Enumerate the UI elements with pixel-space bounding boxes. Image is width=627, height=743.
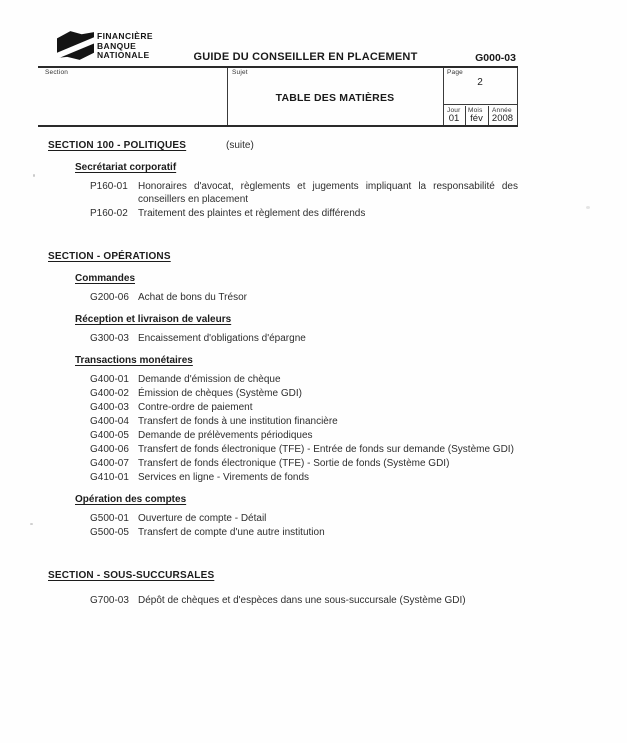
section-suffix: (suite) [226,140,254,151]
toc-item-text: Achat de bons du Trésor [138,292,247,303]
toc-item [90,415,518,428]
toc-item-text: Transfert de fonds électronique (TFE) - Sortie de fonds (Système GDI) [138,458,450,469]
toc-item [90,180,518,206]
toc-item-text: Contre-ordre de paiement [138,402,253,413]
toc-item [90,443,518,456]
toc-item-code: G410-01 [90,472,129,483]
brand-line-3: NATIONALE [97,50,150,60]
document-code: G000-03 [475,52,516,64]
page-cell-label: Page [447,69,463,76]
toc-item-text: Honoraires d'avocat, règlements et jugements impliquant la responsabilité des conseillers en placement [138,181,518,205]
toc-item-text: Transfert de fonds à une institution financière [138,416,338,427]
mois-label: Mois [468,107,483,114]
toc-item-text: Demande d'émission de chèque [138,374,281,385]
page-number: 2 [477,77,483,88]
scan-speck [586,206,590,209]
toc-item-code: G300-03 [90,333,129,344]
toc-section [40,250,518,539]
toc-item [90,594,518,607]
toc-item-code: G500-05 [90,527,129,538]
toc-section [40,569,518,607]
brand-name [97,32,153,61]
section-cell-label: Section [45,69,69,76]
toc-item-code: G400-03 [90,402,129,413]
toc-item-text: Transfert de fonds électronique (TFE) - Entrée de fonds sur demande (Système GDI) [138,444,514,455]
toc-item [90,471,518,484]
section-heading: SECTION - SOUS-SUCCURSALES [48,570,215,581]
section-heading-row [48,569,518,582]
group-subhead: Opération des comptes [75,494,187,505]
toc-item [90,207,518,220]
toc-item [90,291,518,304]
group-subhead: Réception et livraison de valeurs [75,314,232,325]
group-items [40,512,518,539]
guide-title: GUIDE DU CONSEILLER EN PLACEMENT [193,51,418,63]
toc-item [90,526,518,539]
jour-label: Jour [447,107,461,114]
group-items [40,291,518,304]
annee-label: Année [492,107,512,114]
subject-title: TABLE DES MATIÈRES [275,92,395,104]
toc-item-text: Encaissement d'obligations d'épargne [138,333,306,344]
section-heading-row [48,139,518,152]
group-subhead: Transactions monétaires [75,355,193,366]
toc-item-code: G700-03 [90,595,129,606]
toc-item [90,387,518,400]
header-right-border [517,68,518,125]
toc-item-code: G400-01 [90,374,129,385]
scan-speck [30,523,33,525]
header-rule-top [38,66,518,68]
bank-flag-logo-icon [57,29,94,60]
scan-speck [33,174,35,177]
toc [40,139,518,608]
mois-value: fév [470,113,483,124]
brand-line-2: BANQUE [97,40,137,51]
toc-item-code: P160-01 [90,181,128,192]
group-items [40,373,518,484]
toc-section [40,139,518,220]
toc-item-text: Demande de prélèvements périodiques [138,430,313,441]
toc-item-text: Dépôt de chèques et d'espèces dans une sous-succursale (Système GDI) [138,595,466,606]
toc-item [90,512,518,525]
group-subhead: Commandes [75,273,136,284]
group-subhead: Secrétariat corporatif [75,162,177,173]
toc-item-code: G400-02 [90,388,129,399]
toc-item-text: Émission de chèques (Système GDI) [138,388,302,399]
toc-item-code: G500-01 [90,513,129,524]
toc-item [90,401,518,414]
jour-value: 01 [448,113,460,124]
header-rule-bottom [38,125,518,127]
toc-item-code: G400-05 [90,430,129,441]
toc-item-text: Transfert de compte d'une autre institution [138,527,325,538]
group-items [40,180,518,220]
toc-item-text: Ouverture de compte - Détail [138,513,267,524]
group-items [40,332,518,345]
toc-item [90,429,518,442]
group-items [40,594,518,607]
toc-item [90,457,518,470]
toc-item [90,373,518,386]
toc-item-code: P160-02 [90,208,128,219]
toc-item-code: G400-07 [90,458,129,469]
toc-item-text: Services en ligne - Virements de fonds [138,472,310,483]
sujet-cell-label: Sujet [232,69,248,76]
toc-item-text: Traitement des plaintes et règlement des différends [138,208,366,219]
annee-value: 2008 [491,113,514,124]
header-divider-page-date [443,104,518,105]
section-heading-row [48,250,518,263]
section-heading: SECTION - OPÉRATIONS [48,251,171,262]
section-heading: SECTION 100 - POLITIQUES [48,140,187,151]
toc-item-code: G400-04 [90,416,129,427]
toc-item-code: G400-06 [90,444,129,455]
brand-line-1: FINANCIÈRE [97,31,153,41]
toc-item-code: G200-06 [90,292,129,303]
toc-item [90,332,518,345]
